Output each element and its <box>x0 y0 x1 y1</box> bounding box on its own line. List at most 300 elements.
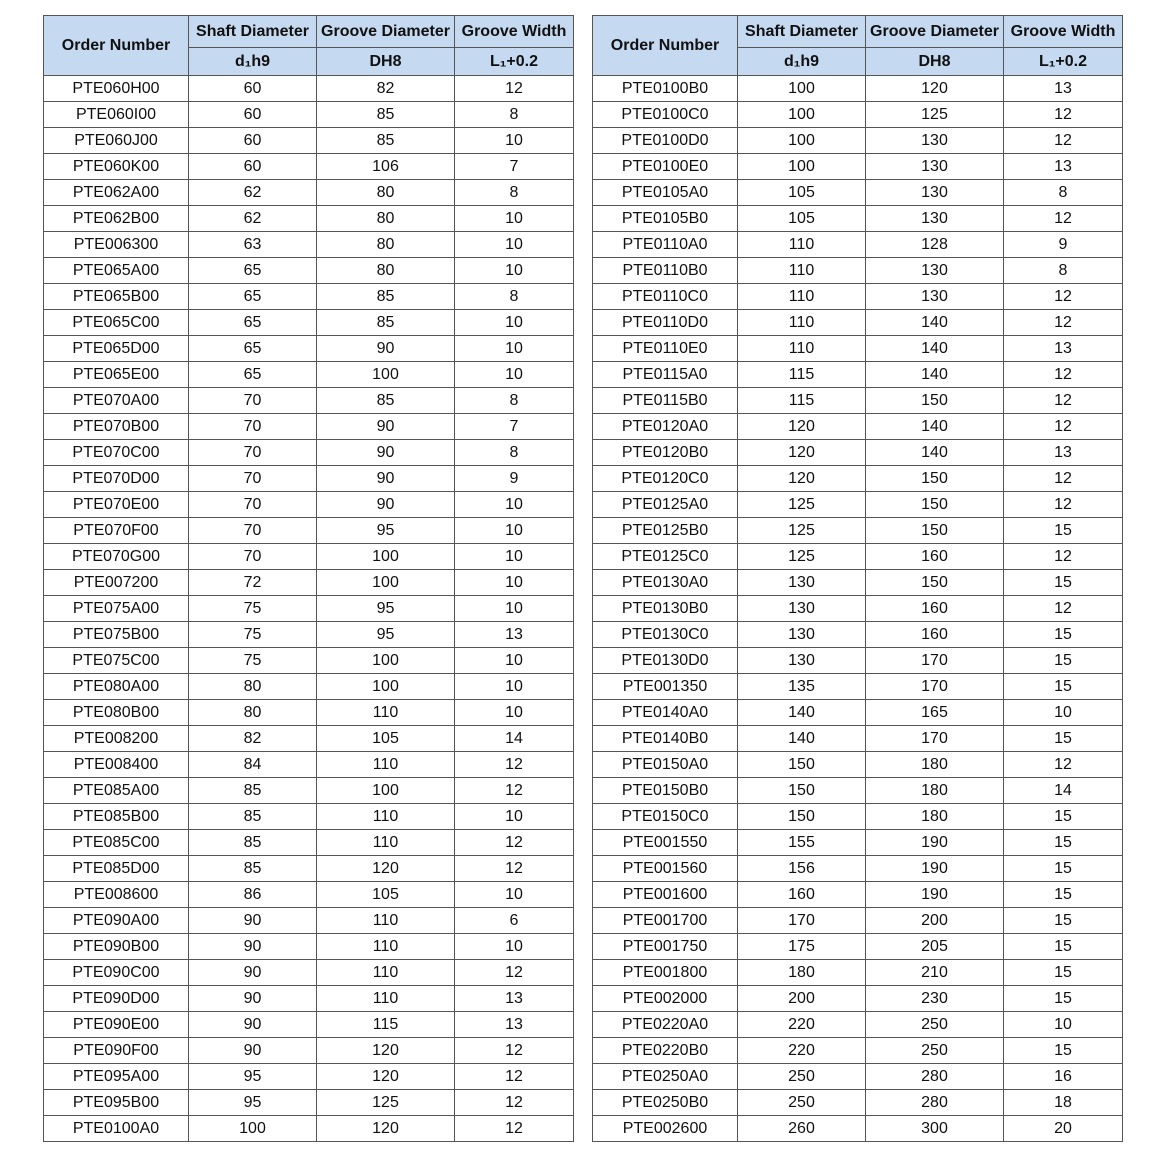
cell-order-number: PTE0100B0 <box>593 76 738 102</box>
cell-groove-diameter: 110 <box>317 934 455 960</box>
cell-groove-diameter: 110 <box>317 752 455 778</box>
cell-shaft-diameter: 125 <box>738 492 866 518</box>
cell-order-number: PTE001800 <box>593 960 738 986</box>
cell-order-number: PTE090B00 <box>44 934 189 960</box>
table-body <box>44 76 574 1142</box>
cell-groove-width: 15 <box>1004 804 1123 830</box>
cell-shaft-diameter: 150 <box>738 804 866 830</box>
cell-groove-width: 6 <box>455 908 574 934</box>
spec-table-left <box>43 15 574 1142</box>
table-row <box>593 466 1123 492</box>
table-row <box>593 986 1123 1012</box>
cell-shaft-diameter: 70 <box>189 492 317 518</box>
cell-groove-width: 10 <box>1004 700 1123 726</box>
cell-groove-width: 10 <box>1004 1012 1123 1038</box>
cell-groove-width: 12 <box>1004 206 1123 232</box>
cell-groove-diameter: 120 <box>317 1064 455 1090</box>
table-row <box>593 362 1123 388</box>
cell-order-number: PTE090A00 <box>44 908 189 934</box>
cell-groove-width: 10 <box>455 882 574 908</box>
cell-groove-diameter: 106 <box>317 154 455 180</box>
cell-order-number: PTE0115A0 <box>593 362 738 388</box>
header-order-number: Order Number <box>593 16 738 76</box>
cell-groove-width: 15 <box>1004 648 1123 674</box>
table-row <box>593 570 1123 596</box>
cell-groove-diameter: 90 <box>317 414 455 440</box>
table-row <box>593 388 1123 414</box>
cell-groove-width: 8 <box>1004 258 1123 284</box>
table-row <box>593 674 1123 700</box>
table-row <box>44 310 574 336</box>
cell-groove-diameter: 140 <box>866 440 1004 466</box>
cell-order-number: PTE0105A0 <box>593 180 738 206</box>
cell-shaft-diameter: 72 <box>189 570 317 596</box>
cell-shaft-diameter: 65 <box>189 362 317 388</box>
cell-groove-diameter: 128 <box>866 232 1004 258</box>
table-row <box>593 752 1123 778</box>
cell-groove-diameter: 160 <box>866 622 1004 648</box>
table-row <box>593 128 1123 154</box>
cell-groove-diameter: 130 <box>866 284 1004 310</box>
header-groove-width: Groove Width <box>1004 16 1123 48</box>
cell-shaft-diameter: 82 <box>189 726 317 752</box>
cell-order-number: PTE0140A0 <box>593 700 738 726</box>
cell-groove-diameter: 130 <box>866 206 1004 232</box>
cell-groove-diameter: 105 <box>317 726 455 752</box>
cell-groove-width: 8 <box>1004 180 1123 206</box>
cell-order-number: PTE090C00 <box>44 960 189 986</box>
cell-groove-diameter: 140 <box>866 310 1004 336</box>
cell-groove-width: 15 <box>1004 726 1123 752</box>
table-row <box>44 258 574 284</box>
cell-shaft-diameter: 62 <box>189 206 317 232</box>
table-row <box>44 180 574 206</box>
table-row <box>44 726 574 752</box>
cell-groove-width: 9 <box>1004 232 1123 258</box>
cell-order-number: PTE0120A0 <box>593 414 738 440</box>
table-row <box>593 830 1123 856</box>
cell-groove-diameter: 130 <box>866 180 1004 206</box>
cell-shaft-diameter: 84 <box>189 752 317 778</box>
cell-order-number: PTE060H00 <box>44 76 189 102</box>
cell-shaft-diameter: 70 <box>189 414 317 440</box>
cell-order-number: PTE065D00 <box>44 336 189 362</box>
cell-groove-width: 10 <box>455 258 574 284</box>
cell-shaft-diameter: 65 <box>189 336 317 362</box>
table-row <box>593 258 1123 284</box>
cell-groove-width: 12 <box>455 76 574 102</box>
cell-shaft-diameter: 70 <box>189 466 317 492</box>
cell-groove-diameter: 250 <box>866 1012 1004 1038</box>
table-row <box>593 934 1123 960</box>
cell-groove-width: 14 <box>1004 778 1123 804</box>
table-row <box>44 986 574 1012</box>
cell-groove-width: 10 <box>455 570 574 596</box>
cell-groove-diameter: 85 <box>317 388 455 414</box>
table-row <box>593 908 1123 934</box>
cell-order-number: PTE006300 <box>44 232 189 258</box>
cell-order-number: PTE001560 <box>593 856 738 882</box>
cell-groove-width: 10 <box>455 492 574 518</box>
table-row <box>44 1116 574 1142</box>
cell-groove-diameter: 105 <box>317 882 455 908</box>
cell-order-number: PTE0125A0 <box>593 492 738 518</box>
cell-groove-diameter: 90 <box>317 466 455 492</box>
cell-groove-width: 15 <box>1004 882 1123 908</box>
cell-groove-diameter: 180 <box>866 804 1004 830</box>
cell-order-number: PTE060K00 <box>44 154 189 180</box>
cell-shaft-diameter: 110 <box>738 232 866 258</box>
cell-shaft-diameter: 155 <box>738 830 866 856</box>
cell-order-number: PTE0220B0 <box>593 1038 738 1064</box>
cell-groove-diameter: 85 <box>317 310 455 336</box>
cell-order-number: PTE070E00 <box>44 492 189 518</box>
table-row <box>593 440 1123 466</box>
cell-groove-diameter: 180 <box>866 778 1004 804</box>
cell-order-number: PTE0130C0 <box>593 622 738 648</box>
table-row <box>593 206 1123 232</box>
cell-groove-diameter: 100 <box>317 570 455 596</box>
cell-order-number: PTE0110E0 <box>593 336 738 362</box>
table-row <box>593 544 1123 570</box>
cell-groove-diameter: 80 <box>317 180 455 206</box>
cell-groove-diameter: 130 <box>866 154 1004 180</box>
cell-shaft-diameter: 180 <box>738 960 866 986</box>
table-row <box>44 466 574 492</box>
cell-groove-diameter: 160 <box>866 544 1004 570</box>
cell-groove-width: 20 <box>1004 1116 1123 1142</box>
cell-shaft-diameter: 100 <box>189 1116 317 1142</box>
cell-shaft-diameter: 120 <box>738 440 866 466</box>
cell-groove-diameter: 80 <box>317 206 455 232</box>
cell-groove-diameter: 80 <box>317 232 455 258</box>
cell-groove-diameter: 205 <box>866 934 1004 960</box>
table-row <box>44 908 574 934</box>
cell-groove-width: 10 <box>455 700 574 726</box>
cell-order-number: PTE0110D0 <box>593 310 738 336</box>
cell-groove-width: 15 <box>1004 674 1123 700</box>
cell-shaft-diameter: 75 <box>189 622 317 648</box>
cell-groove-width: 15 <box>1004 570 1123 596</box>
cell-order-number: PTE0220A0 <box>593 1012 738 1038</box>
table-row <box>44 388 574 414</box>
cell-groove-width: 7 <box>455 154 574 180</box>
cell-shaft-diameter: 150 <box>738 778 866 804</box>
cell-groove-diameter: 170 <box>866 726 1004 752</box>
cell-groove-width: 12 <box>455 856 574 882</box>
cell-shaft-diameter: 62 <box>189 180 317 206</box>
table-row <box>44 882 574 908</box>
cell-groove-diameter: 250 <box>866 1038 1004 1064</box>
cell-shaft-diameter: 65 <box>189 258 317 284</box>
table-row <box>593 1116 1123 1142</box>
cell-groove-diameter: 230 <box>866 986 1004 1012</box>
cell-groove-width: 12 <box>455 960 574 986</box>
cell-groove-width: 15 <box>1004 830 1123 856</box>
cell-groove-diameter: 95 <box>317 596 455 622</box>
table-row <box>44 778 574 804</box>
cell-shaft-diameter: 80 <box>189 674 317 700</box>
cell-groove-width: 15 <box>1004 960 1123 986</box>
cell-groove-diameter: 120 <box>317 856 455 882</box>
cell-order-number: PTE095A00 <box>44 1064 189 1090</box>
cell-shaft-diameter: 85 <box>189 804 317 830</box>
cell-shaft-diameter: 70 <box>189 544 317 570</box>
table-row <box>593 622 1123 648</box>
cell-groove-width: 10 <box>455 518 574 544</box>
table-row <box>44 1064 574 1090</box>
cell-groove-diameter: 125 <box>317 1090 455 1116</box>
cell-groove-diameter: 170 <box>866 674 1004 700</box>
table-row <box>44 414 574 440</box>
table-row <box>593 336 1123 362</box>
cell-shaft-diameter: 90 <box>189 934 317 960</box>
cell-groove-width: 8 <box>455 388 574 414</box>
table-row <box>593 1038 1123 1064</box>
table-row <box>593 856 1123 882</box>
cell-groove-width: 12 <box>1004 544 1123 570</box>
header-shaft-tolerance: d₁h9 <box>738 48 866 76</box>
table-row <box>593 726 1123 752</box>
cell-groove-diameter: 85 <box>317 102 455 128</box>
cell-order-number: PTE065C00 <box>44 310 189 336</box>
table-header <box>593 16 1123 76</box>
cell-order-number: PTE085C00 <box>44 830 189 856</box>
cell-shaft-diameter: 125 <box>738 518 866 544</box>
cell-groove-width: 12 <box>1004 414 1123 440</box>
cell-shaft-diameter: 85 <box>189 778 317 804</box>
cell-groove-width: 12 <box>455 1090 574 1116</box>
cell-order-number: PTE001600 <box>593 882 738 908</box>
cell-groove-width: 13 <box>1004 336 1123 362</box>
cell-groove-diameter: 90 <box>317 336 455 362</box>
cell-groove-diameter: 120 <box>317 1116 455 1142</box>
cell-shaft-diameter: 260 <box>738 1116 866 1142</box>
cell-groove-width: 13 <box>1004 76 1123 102</box>
table-header <box>44 16 574 76</box>
cell-groove-width: 12 <box>1004 102 1123 128</box>
cell-order-number: PTE0140B0 <box>593 726 738 752</box>
cell-order-number: PTE008600 <box>44 882 189 908</box>
cell-order-number: PTE0100C0 <box>593 102 738 128</box>
cell-shaft-diameter: 110 <box>738 284 866 310</box>
cell-groove-width: 15 <box>1004 518 1123 544</box>
cell-groove-diameter: 120 <box>317 1038 455 1064</box>
cell-shaft-diameter: 85 <box>189 830 317 856</box>
cell-groove-diameter: 150 <box>866 492 1004 518</box>
cell-shaft-diameter: 110 <box>738 310 866 336</box>
cell-groove-diameter: 82 <box>317 76 455 102</box>
cell-groove-width: 12 <box>455 1116 574 1142</box>
cell-order-number: PTE070B00 <box>44 414 189 440</box>
header-order-number: Order Number <box>44 16 189 76</box>
cell-groove-width: 12 <box>1004 752 1123 778</box>
cell-order-number: PTE0150B0 <box>593 778 738 804</box>
cell-order-number: PTE0250A0 <box>593 1064 738 1090</box>
table-row <box>44 570 574 596</box>
table-row <box>593 414 1123 440</box>
cell-shaft-diameter: 220 <box>738 1012 866 1038</box>
cell-order-number: PTE001350 <box>593 674 738 700</box>
table-row <box>44 1012 574 1038</box>
cell-groove-width: 10 <box>455 544 574 570</box>
cell-order-number: PTE0125B0 <box>593 518 738 544</box>
header-shaft-diameter: Shaft Diameter <box>189 16 317 48</box>
table-row <box>593 960 1123 986</box>
table-row <box>44 934 574 960</box>
cell-order-number: PTE090F00 <box>44 1038 189 1064</box>
cell-shaft-diameter: 75 <box>189 648 317 674</box>
cell-order-number: PTE070F00 <box>44 518 189 544</box>
table-row <box>44 674 574 700</box>
cell-groove-width: 15 <box>1004 986 1123 1012</box>
cell-shaft-diameter: 105 <box>738 206 866 232</box>
cell-shaft-diameter: 60 <box>189 128 317 154</box>
cell-shaft-diameter: 200 <box>738 986 866 1012</box>
cell-shaft-diameter: 85 <box>189 856 317 882</box>
cell-groove-diameter: 100 <box>317 544 455 570</box>
cell-order-number: PTE0125C0 <box>593 544 738 570</box>
cell-shaft-diameter: 140 <box>738 700 866 726</box>
cell-groove-diameter: 150 <box>866 466 1004 492</box>
table-row <box>593 102 1123 128</box>
table-row <box>593 232 1123 258</box>
cell-shaft-diameter: 60 <box>189 154 317 180</box>
cell-groove-diameter: 100 <box>317 648 455 674</box>
table-row <box>44 804 574 830</box>
cell-order-number: PTE062B00 <box>44 206 189 232</box>
cell-groove-diameter: 200 <box>866 908 1004 934</box>
cell-order-number: PTE070C00 <box>44 440 189 466</box>
cell-groove-diameter: 80 <box>317 258 455 284</box>
table-row <box>44 440 574 466</box>
cell-groove-diameter: 100 <box>317 778 455 804</box>
cell-groove-width: 10 <box>455 362 574 388</box>
cell-order-number: PTE002000 <box>593 986 738 1012</box>
cell-groove-width: 9 <box>455 466 574 492</box>
header-groove-tolerance: DH8 <box>866 48 1004 76</box>
cell-shaft-diameter: 70 <box>189 388 317 414</box>
cell-groove-diameter: 125 <box>866 102 1004 128</box>
cell-order-number: PTE0110A0 <box>593 232 738 258</box>
cell-groove-diameter: 130 <box>866 128 1004 154</box>
table-row <box>593 1064 1123 1090</box>
table-row <box>44 362 574 388</box>
cell-order-number: PTE0120C0 <box>593 466 738 492</box>
cell-groove-width: 13 <box>1004 440 1123 466</box>
cell-order-number: PTE065E00 <box>44 362 189 388</box>
cell-groove-width: 12 <box>1004 284 1123 310</box>
cell-groove-width: 10 <box>455 596 574 622</box>
cell-groove-width: 15 <box>1004 1038 1123 1064</box>
cell-shaft-diameter: 130 <box>738 596 866 622</box>
cell-order-number: PTE008400 <box>44 752 189 778</box>
cell-shaft-diameter: 90 <box>189 1012 317 1038</box>
cell-groove-diameter: 120 <box>866 76 1004 102</box>
cell-order-number: PTE0100D0 <box>593 128 738 154</box>
cell-groove-diameter: 190 <box>866 856 1004 882</box>
table-row <box>44 700 574 726</box>
cell-groove-diameter: 150 <box>866 570 1004 596</box>
cell-shaft-diameter: 95 <box>189 1064 317 1090</box>
cell-groove-diameter: 300 <box>866 1116 1004 1142</box>
cell-groove-width: 10 <box>455 934 574 960</box>
cell-order-number: PTE070A00 <box>44 388 189 414</box>
cell-groove-diameter: 110 <box>317 804 455 830</box>
cell-shaft-diameter: 250 <box>738 1064 866 1090</box>
table-row <box>593 804 1123 830</box>
table-row <box>44 102 574 128</box>
cell-groove-width: 15 <box>1004 856 1123 882</box>
cell-groove-width: 10 <box>455 804 574 830</box>
cell-shaft-diameter: 110 <box>738 258 866 284</box>
cell-groove-width: 12 <box>455 1064 574 1090</box>
cell-groove-width: 14 <box>455 726 574 752</box>
cell-order-number: PTE0105B0 <box>593 206 738 232</box>
cell-shaft-diameter: 70 <box>189 440 317 466</box>
table-row <box>593 492 1123 518</box>
table-row <box>593 518 1123 544</box>
cell-order-number: PTE007200 <box>44 570 189 596</box>
header-width-tolerance: L₁+0.2 <box>1004 48 1123 76</box>
table-row <box>44 960 574 986</box>
cell-groove-diameter: 190 <box>866 830 1004 856</box>
cell-order-number: PTE001550 <box>593 830 738 856</box>
cell-order-number: PTE070G00 <box>44 544 189 570</box>
cell-groove-width: 13 <box>455 986 574 1012</box>
table-row <box>593 648 1123 674</box>
cell-groove-diameter: 95 <box>317 518 455 544</box>
cell-shaft-diameter: 156 <box>738 856 866 882</box>
table-row <box>44 154 574 180</box>
cell-shaft-diameter: 250 <box>738 1090 866 1116</box>
cell-groove-diameter: 165 <box>866 700 1004 726</box>
cell-shaft-diameter: 70 <box>189 518 317 544</box>
cell-order-number: PTE0250B0 <box>593 1090 738 1116</box>
cell-groove-diameter: 100 <box>317 362 455 388</box>
cell-shaft-diameter: 170 <box>738 908 866 934</box>
table-row <box>44 284 574 310</box>
cell-groove-diameter: 140 <box>866 414 1004 440</box>
cell-order-number: PTE001700 <box>593 908 738 934</box>
cell-groove-width: 8 <box>455 180 574 206</box>
table-row <box>44 492 574 518</box>
cell-shaft-diameter: 130 <box>738 648 866 674</box>
cell-groove-diameter: 280 <box>866 1090 1004 1116</box>
cell-groove-diameter: 110 <box>317 986 455 1012</box>
cell-order-number: PTE0115B0 <box>593 388 738 414</box>
cell-groove-width: 13 <box>455 622 574 648</box>
cell-shaft-diameter: 100 <box>738 102 866 128</box>
table-row <box>44 622 574 648</box>
cell-order-number: PTE0100E0 <box>593 154 738 180</box>
cell-order-number: PTE080A00 <box>44 674 189 700</box>
cell-order-number: PTE075B00 <box>44 622 189 648</box>
cell-shaft-diameter: 140 <box>738 726 866 752</box>
table-row <box>44 752 574 778</box>
cell-shaft-diameter: 100 <box>738 128 866 154</box>
cell-shaft-diameter: 95 <box>189 1090 317 1116</box>
header-groove-tolerance: DH8 <box>317 48 455 76</box>
header-shaft-tolerance: d₁h9 <box>189 48 317 76</box>
cell-shaft-diameter: 150 <box>738 752 866 778</box>
table-row <box>593 1012 1123 1038</box>
table-row <box>593 700 1123 726</box>
cell-order-number: PTE065B00 <box>44 284 189 310</box>
table-row <box>44 1090 574 1116</box>
cell-order-number: PTE085B00 <box>44 804 189 830</box>
table-row <box>44 856 574 882</box>
